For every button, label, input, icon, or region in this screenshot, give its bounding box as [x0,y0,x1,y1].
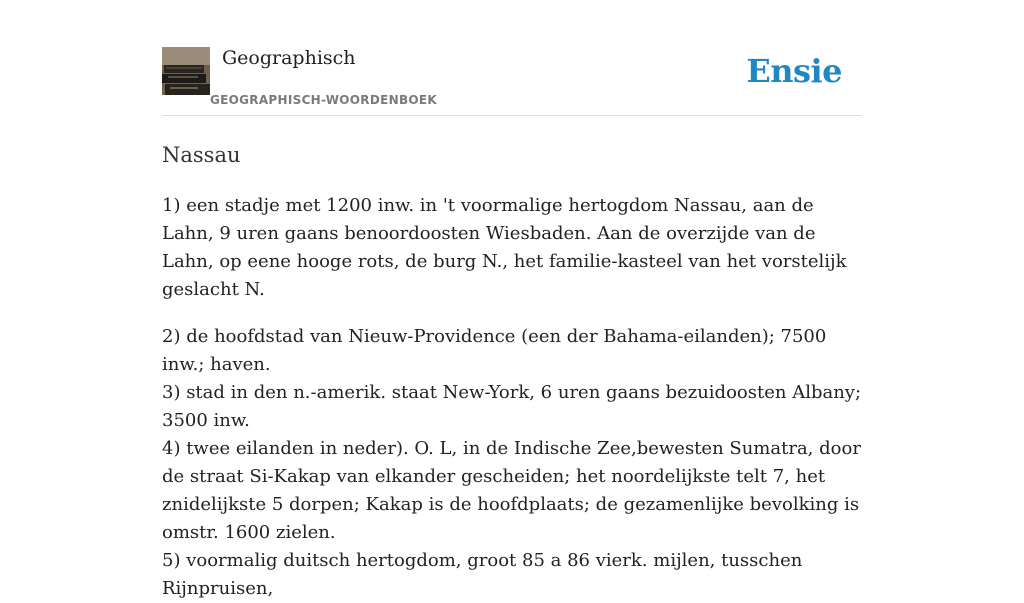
definition-paragraph: 3) stad in den n.-amerik. staat New-York, 6 uren gaans bezuidoosten Albany; 3500 inw. [162,382,862,431]
definition-paragraph: 2) de hoofdstad van Nieuw-Providence (een der Bahama-eilanden); 7500 inw.; haven. [162,326,827,375]
article-title: Nassau [162,143,241,167]
book-stack-icon [162,47,210,95]
definition-paragraph: 1) een stadje met 1200 inw. in 't voormalige hertogdom Nassau, aan de Lahn, 9 uren gaans benoordoosten Wiesbaden. Aan de overzijde van de Lahn, op eene hooge rots, de burg N., het familie-kasteel van het vorstelijk geslacht N. [162,195,847,300]
article-body [162,192,864,603]
definition-paragraph: 5) voormalig duitsch hertogdom, groot 85 a 86 vierk. mijlen, tusschen Rijnpruisen, [162,550,803,599]
source-slug-label[interactable]: GEOGRAPHISCH-WOORDENBOEK [210,93,437,107]
definition-paragraph: 4) twee eilanden in neder). O. L, in de Indische Zee,bewesten Sumatra, door de straat Si-Kakap van elkander gescheiden; het noordelijkste telt 7, het znidelijkste 5 dorpen; Kakap is de hoofdplaats; de gezamenlijke bevolking is omstr. 1600 zielen. [162,438,861,543]
source-header [162,46,862,116]
ensie-logo[interactable]: Ensie [746,52,842,90]
source-name-link[interactable]: Geographisch [222,47,356,69]
source-avatar[interactable] [162,47,210,95]
header-divider [162,115,862,116]
